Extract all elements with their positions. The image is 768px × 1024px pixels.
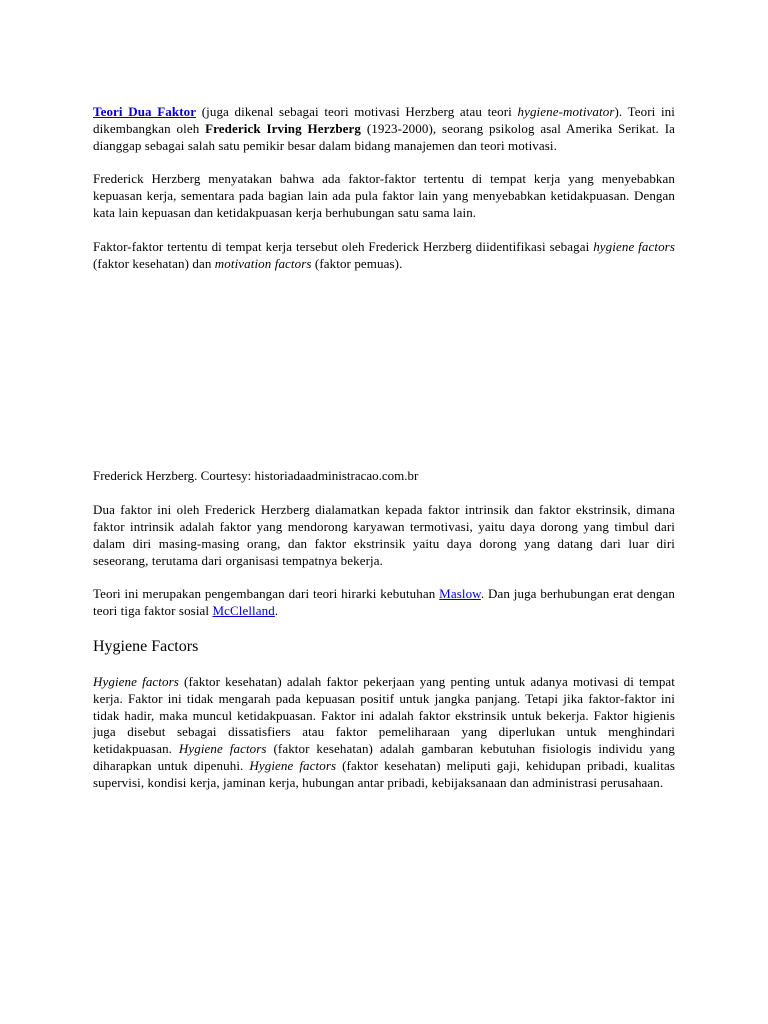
italic-term: Hygiene factors — [93, 673, 179, 689]
bold-name: Frederick Irving Herzberg — [205, 120, 362, 136]
text-run: . Dan juga berhubungan erat dengan teori tiga faktor sosial — [93, 586, 675, 619]
intrinsic-extrinsic-paragraph — [93, 502, 675, 569]
link-maslow[interactable]: Maslow — [439, 586, 481, 602]
text-run: . — [274, 603, 279, 619]
document-body — [93, 104, 675, 792]
intro-paragraph — [93, 104, 675, 154]
italic-term: Hygiene factors — [249, 757, 337, 773]
text-run: Dua faktor ini oleh Frederick Herzberg dialamatkan kepada faktor intrinsik dan faktor ekstrinsik, dimana faktor intrinsik adalah faktor yang mendorong karyawan termotivasi, yaitu daya dorong yang timbul dari dalam diri masing-masing orang, dan faktor ekstrinsik yaitu daya dorong yang datang dari luar diri seseorang, terutama dari organisasi tempatnya bekerja. — [93, 502, 675, 568]
text-run: (faktor kesehatan) adalah faktor pekerjaan yang penting untuk adanya motivasi di tempat kerja. Faktor ini tidak mengarah pada kepuasan positif untuk jangka panjang. Tetapi jika faktor-faktor ini tidak hadir, maka muncul ketidakpuasan. Faktor ini adalah faktor ekstrinsik untuk bekerja. Faktor higienis juga disebut sebagai dissatisfiers atau faktor pemeliharaan yang diperlukan untuk menghindari ketidakpuasan. — [93, 673, 676, 757]
herzberg-statement-paragraph — [93, 171, 675, 221]
italic-term: motivation factors — [214, 255, 312, 271]
text-run: Frederick Herzberg menyatakan bahwa ada faktor-faktor tertentu di tempat kerja yang menyebabkan kepuasan kerja, sementara pada bagian lain ada pula faktor lain yang menyebabkan ketidakpuasan. Dengan kata lain kepuasan dan ketidakpuasan kerja berhubungan satu sama lain. — [93, 171, 675, 220]
portrait-image-placeholder — [93, 272, 675, 468]
text-run: (faktor kesehatan) meliputi gaji, kehidupan pribadi, kualitas supervisi, kondisi kerja, jaminan kerja, hubungan antar pribadi, kebijaksanaan dan administrasi perusahaan. — [93, 757, 676, 790]
italic-term: Hygiene factors — [178, 741, 267, 757]
text-run: ). Teori ini dikembangkan oleh — [93, 104, 675, 136]
section-heading: Hygiene Factors — [93, 637, 199, 655]
text-run: (faktor kesehatan) adalah gambaran kebutuhan fisiologis individu yang diharapkan untuk dipenuhi. — [93, 741, 676, 773]
text-run: Faktor-faktor tertentu di tempat kerja tersebut oleh Frederick Herzberg diidentifikasi sebagai — [93, 238, 594, 254]
italic-term: hygiene-motivator — [517, 104, 615, 119]
link-mcclelland[interactable]: McClelland — [212, 603, 275, 619]
text-run: (faktor pemuas). — [311, 255, 403, 271]
text-run: (faktor kesehatan) dan — [93, 255, 215, 271]
factors-identification-paragraph — [93, 239, 675, 273]
hygiene-factors-paragraph — [93, 674, 675, 792]
italic-term: hygiene factors — [593, 238, 675, 254]
text-run: (juga dikenal sebagai teori motivasi Herzberg atau teori — [196, 104, 518, 119]
link-teori-dua-faktor[interactable]: Teori Dua Faktor — [93, 104, 197, 119]
image-caption: Frederick Herzberg. Courtesy: historiadaadministracao.com.br — [93, 468, 419, 484]
text-run: (1923-2000), seorang psikolog asal Amerika Serikat. Ia dianggap sebagai salah satu pemikir besar dalam bidang manajemen dan teori motivasi. — [93, 120, 675, 153]
related-theories-paragraph — [93, 586, 675, 620]
text-run: Teori ini merupakan pengembangan dari teori hirarki kebutuhan — [93, 586, 440, 602]
